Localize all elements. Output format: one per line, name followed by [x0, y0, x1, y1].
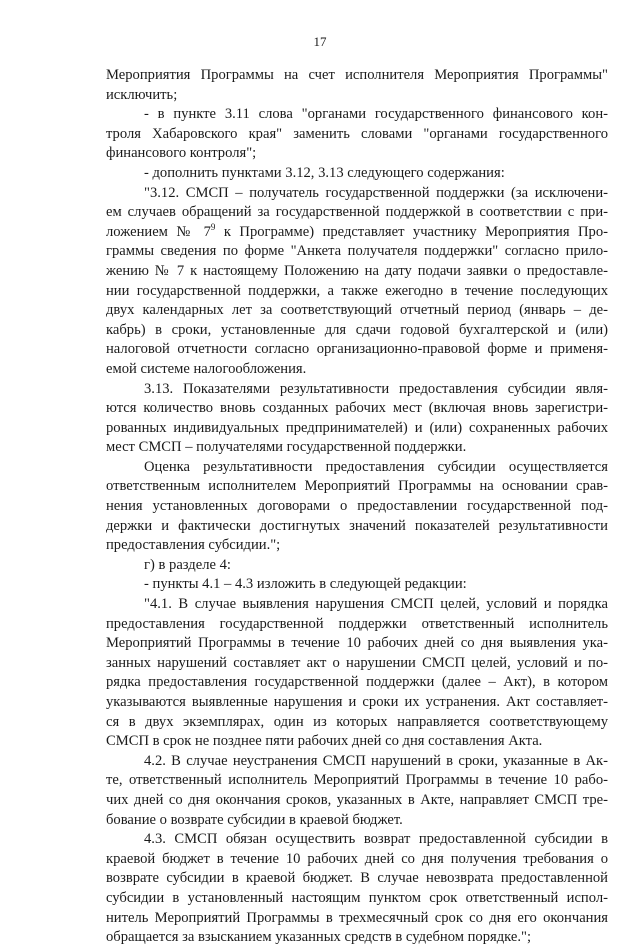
text-line: рядка предоставления государственной поддержки (далее – Акт), в котором	[106, 674, 608, 691]
text-line: краевой бюджет в течение 10 рабочих дней со дня получения требования о	[106, 850, 608, 867]
text-line: обращается за взысканием указанных средств в судебном порядке.";	[106, 929, 532, 946]
text-line: предоставления субсидии.";	[106, 537, 281, 554]
superscript: 9	[210, 222, 216, 232]
text-line: двух календарных лет за соответствующий отчетный период (январь – де-	[106, 302, 608, 319]
text-line: исключить;	[106, 86, 178, 103]
text-line: занных нарушений составляет акт о нарушении СМСП целей, условий и по-	[106, 654, 608, 671]
text-line: граммы сведения по форме "Анкета получателя поддержки" согласно прило-	[106, 243, 608, 260]
text-segment: ложением № 7	[106, 223, 211, 240]
text-line: нитель Мероприятий Программы в трехмесячный срок со дня его окончания	[106, 909, 608, 926]
text-line: - пункты 4.1 – 4.3 изложить в следующей редакции:	[144, 576, 467, 593]
text-line: мест СМСП – получателями государственной поддержки.	[106, 439, 467, 456]
text-line: указываются выявленные нарушения и сроки их устранения. Акт составляет-	[106, 694, 608, 710]
text-line: г) в разделе 4:	[144, 556, 231, 573]
text-line: жению № 7 к настоящему Положению на дату подачи заявки о предоставле-	[106, 262, 608, 279]
text-line: налоговой отчетности согласно организационно-правовой форме и применя-	[106, 341, 608, 358]
text-line: "3.12. СМСП – получатель государственной поддержки (за исключени-	[144, 184, 608, 201]
text-line: финансового контроля";	[106, 145, 257, 162]
text-line: ются количество вновь созданных рабочих мест (включая вновь зарегистри-	[106, 400, 608, 417]
text-line: возврате субсидии в краевой бюджет. В случае невозврата предоставленной	[106, 870, 608, 887]
text-line: держки и фактически достигнутых значений показателей результативности	[106, 517, 608, 534]
text-segment: к Программе) представляет участнику Мероприятия Про-	[215, 223, 608, 240]
text-line: предоставления государственной поддержки ответственный исполнитель	[106, 615, 608, 632]
text-line: 4.2. В случае неустранения СМСП нарушений в сроки, указанные в Ак-	[144, 752, 608, 769]
text-line: емой системе налогообложения.	[106, 360, 307, 377]
text-line: ответственным исполнителем Мероприятий Программы на основании срав-	[106, 478, 608, 495]
text-line: нения установленных договорами о предоставлении государственной под-	[106, 498, 608, 515]
text-line: рованных индивидуальных предпринимателей) и (или) сохраненных рабочих	[106, 419, 608, 436]
text-line: "4.1. В случае выявления нарушения СМСП целей, условий и порядка	[144, 596, 608, 613]
text-line: ся в двух экземплярах, один из которых направляется соответствующему	[106, 713, 608, 730]
text-line: троля Хабаровского края" заменить словами "органами государственного	[106, 125, 608, 142]
text-line: кабрь) в сроки, установленные для сдачи годовой бухгалтерской и (или)	[106, 321, 608, 338]
text-line: чих дней со дня окончания сроков, указанных в Акте, направляет СМСП тре-	[106, 791, 608, 808]
text-line: субсидии в установленный настоящим пунктом срок ответственный испол-	[106, 889, 608, 906]
text-line: те, ответственный исполнитель Мероприятий Программы в течение 10 рабо-	[106, 772, 608, 789]
page-number: 17	[313, 34, 327, 49]
text-line: СМСП в срок не позднее пяти рабочих дней со дня составления Акта.	[106, 733, 543, 750]
text-line: нии государственной поддержки, а также ежегодно в течение последующих	[106, 282, 608, 299]
text-line: Оценка результативности предоставления субсидии осуществляется	[144, 458, 608, 475]
text-line: ем случаев обращений за государственной поддержкой в соответствии с при-	[106, 204, 608, 221]
text-line: Мероприятий Программы в течение 10 рабочих дней со дня выявления ука-	[106, 635, 608, 652]
text-line: 3.13. Показателями результативности предоставления субсидии явля-	[144, 380, 608, 397]
text-line: бование о возврате субсидии в краевой бюджет.	[106, 811, 403, 828]
text-line: Мероприятия Программы на счет исполнителя Мероприятия Программы"	[106, 67, 608, 83]
text-line: 4.3. СМСП обязан осуществить возврат предоставленной субсидии в	[144, 831, 608, 848]
document-body	[106, 66, 608, 948]
text-line: - дополнить пунктами 3.12, 3.13 следующего содержания:	[144, 164, 505, 181]
text-line: - в пункте 3.11 слова "органами государственного финансового кон-	[144, 106, 608, 123]
text-line	[106, 223, 608, 243]
